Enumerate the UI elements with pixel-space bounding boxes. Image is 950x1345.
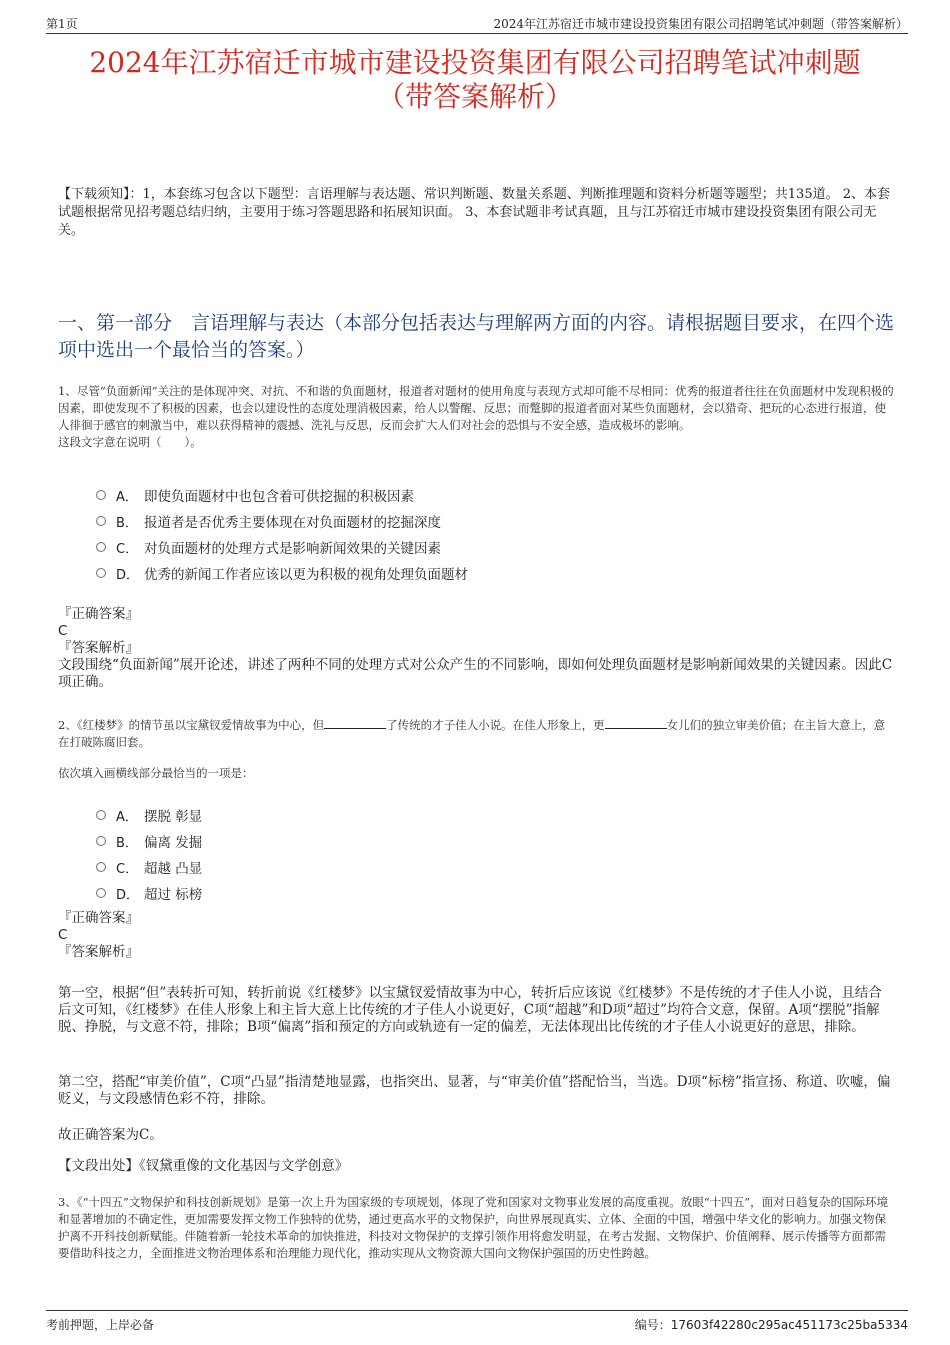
question-1-answer [58, 606, 894, 691]
answer-label: 『正确答案』 [58, 606, 139, 622]
radio-icon[interactable] [96, 542, 106, 552]
question-3-stem: 3、《“十四五”文物保护和科技创新规划》是第一次上升为国家级的专项规划，体现了党和国家对文物事业发展的高度重视。放眼“十四五”，面对日趋复杂的国际环境和显著增加的不确定性，更加需要发挥文物工作独特的优势，通过更高水平的文物保护，向世界展现真实、立体、全面的中国，增强中华文化的影响力。加强文物保护离不开科技创新赋能。伴随着新一轮技术革命的加快推进，科技对文物保护的支撑引领作用将愈发明显，在考古发掘、文物保护、价值阐释、展示传播等方面都需要借助科技之力，全面推进文物治理体系和治理能力现代化，推动实现从文物资源大国向文物保护强国的历史性跨越。 [58, 1195, 889, 1260]
question-2 [58, 717, 894, 782]
radio-icon[interactable] [96, 810, 106, 820]
page-header [46, 12, 908, 34]
page-number: 第1页 [46, 17, 78, 31]
answer-value: C [58, 623, 68, 639]
fill-blank [605, 717, 667, 729]
question-1-stem: 1、尽管“负面新闻”关注的是体现冲突、对抗、不和谐的负面题材，报道者对题材的使用角度与表现方式却可能不尽相同：优秀的报道者往往在负面题材中发现积极的因素，即使发现不了积极的因素，也会以建设性的态度处理消极因素，给人以警醒、反思；而蹩脚的报道者面对某些负面题材，会以猎奇、把玩的心态进行报道，使人徘徊于感官的刺激当中，难以获得精神的震撼、洗礼与反思，反而会扩大人们对社会的恐惧与不安全感，造成极坏的影响。 [58, 384, 894, 432]
question-3 [58, 1194, 894, 1262]
analysis-paragraph-1: 第一空，根据“但”表转折可知，转折前说《红楼梦》以宝黛钗爱情故事为中心，转折后应该说《红楼梦》不是传统的才子佳人小说，且结合后文可知，《红楼梦》在佳人形象上和主旨大意上比传统的才子佳人小说更好，C项“超越”和D项“超过”均符合文意，保留。A项“摆脱”指解脱、挣脱，与文意不符，排除；B项“偏离”指和预定的方向或轨迹有一定的偏差，无法体现出比传统的才子佳人小说更好的意思，排除。 [58, 985, 882, 1035]
header-title: 2024年江苏宿迁市城市建设投资集团有限公司招聘笔试冲刺题（带答案解析） [493, 17, 908, 31]
radio-icon[interactable] [96, 862, 106, 872]
radio-icon[interactable] [96, 490, 106, 500]
radio-icon[interactable] [96, 516, 106, 526]
question-1-option-a[interactable]: A． 即使负面题材中也包含着可供挖掘的积极因素 [96, 482, 468, 508]
analysis-label: 『答案解析』 [58, 944, 139, 960]
analysis-paragraph-2: 第二空，搭配“审美价值”，C项“凸显”指清楚地显露，也指突出、显著，与“审美价值”搭配恰当，当选。D项“标榜”指宣扬、称道、吹嘘，偏贬义，与文段感情色彩不符，排除。 [58, 1074, 891, 1107]
document-title [40, 46, 910, 114]
question-2-prompt: 依次填入画横线部分最恰当的一项是： [58, 766, 254, 780]
analysis-text: 文段围绕“负面新闻”展开论述，讲述了两种不同的处理方式对公众产生的不同影响，即如何处理负面题材是影响新闻效果的关键因素。因此C项正确。 [58, 657, 893, 690]
document-title-line2: （带答案解析） [376, 80, 573, 113]
page-footer [46, 1310, 908, 1332]
question-1-prompt: 这段文字意在说明（ ）。 [58, 435, 202, 449]
question-2-options [96, 802, 202, 906]
download-notice: 【下载须知】：1，本套练习包含以下题型：言语理解与表达题、常识判断题、数量关系题、判断推理题和资料分析题等题型；共135道。 2、本套试题根据常见招考题总结归纳，主要用于练习答题思路和拓展知识面。 3、本套试题非考试真题，且与江苏宿迁市城市建设投资集团有限公司无关。 [58, 187, 890, 238]
question-2-option-a[interactable]: A． 摆脱 彰显 [96, 802, 202, 828]
section-heading: 一、第一部分 言语理解与表达（本部分包括表达与理解两方面的内容。请根据题目要求，在四个选项中选出一个最恰当的答案。） [58, 312, 895, 361]
question-2-stem: 2、《红楼梦》的情节虽以宝黛钗爱情故事为中心，但 了传统的才子佳人小说。在佳人形象上，更 女儿们的独立审美价值；在主旨大意上，意在打破陈腐旧套。 [58, 718, 886, 749]
answer-label: 『正确答案』 [58, 910, 139, 926]
question-1 [58, 383, 894, 451]
radio-icon[interactable] [96, 568, 106, 578]
fill-blank [324, 717, 386, 729]
source-citation: 【文段出处】《钗黛重像的文化基因与文学创意》 [58, 1158, 349, 1174]
question-1-option-d[interactable]: D． 优秀的新闻工作者应该以更为积极的视角处理负面题材 [96, 560, 468, 586]
question-2-option-c[interactable]: C． 超越 凸显 [96, 854, 202, 880]
question-2-option-d[interactable]: D． 超过 标榜 [96, 880, 202, 906]
footer-slogan: 考前押题，上岸必备 [46, 1318, 155, 1332]
document-title-line1: 2024年江苏宿迁市城市建设投资集团有限公司招聘笔试冲刺题 [89, 46, 861, 79]
radio-icon[interactable] [96, 836, 106, 846]
question-1-option-b[interactable]: B． 报道者是否优秀主要体现在对负面题材的挖掘深度 [96, 508, 468, 534]
footer-code: 编号：17603f42280c295ac451173c25ba5334 [634, 1318, 908, 1332]
radio-icon[interactable] [96, 888, 106, 898]
analysis-paragraph-3: 故正确答案为C。 [58, 1127, 163, 1143]
analysis-label: 『答案解析』 [58, 640, 139, 656]
question-2-option-b[interactable]: B． 偏离 发掘 [96, 828, 202, 854]
question-1-option-c[interactable]: C． 对负面题材的处理方式是影响新闻效果的关键因素 [96, 534, 468, 560]
question-2-answer [58, 910, 894, 961]
question-1-options [96, 482, 468, 586]
answer-value: C [58, 927, 68, 943]
